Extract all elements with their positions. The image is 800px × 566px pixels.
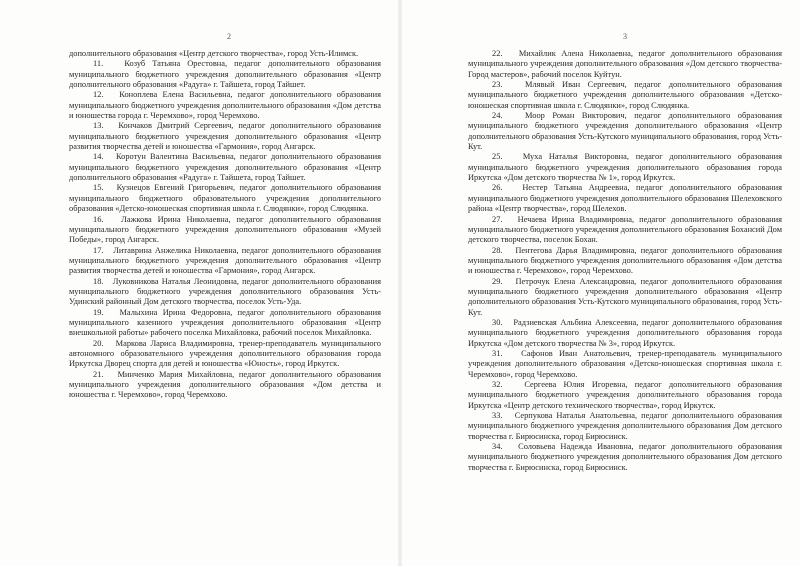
left-page-content <box>69 49 381 401</box>
list-item: 28. Пентегова Дарья Владимировна, педагог дополнительного образования муниципального бюджетного учреждения дополнительного образования «Дом детства и юношества г. Черемхово», город Черемхово. <box>468 245 782 276</box>
list-item: 34. Соловьева Надежда Ивановна, педагог дополнительного образования муниципального бюджетного учреждения дополнительного образования Дом детского творчества г. Бирюсинска, город Бирюсинск. <box>468 442 782 472</box>
list-item: 23. Млявый Иван Сергеевич, педагог дополнительного образования муниципального бюджетного учреждения дополнительного образования «Детско-юношеская спортивная школа г. Слюдянки», город Слюдянка. <box>468 80 782 110</box>
page-number: 3 <box>623 32 627 41</box>
page-number: 2 <box>227 32 231 41</box>
list-item: 18. Луковникова Наталья Леонидовна, педагог дополнительного образования муниципального бюджетного учреждения дополнительного образования Усть-Удинский районный Дом детского творчества, поселок Усть-Уда. <box>69 276 381 307</box>
list-item: 12. Коноплева Елена Васильевна, педагог дополнительного образования муниципального бюджетного учреждения дополнительного образования «Дом детства и юношества города г. Черемхово», город Черемхово. <box>69 90 381 121</box>
right-page-content <box>468 49 782 473</box>
list-item: 32. Сергеева Юлия Игоревна, педагог дополнительного образования муниципального бюджетного учреждения дополнительного образования города Иркутска «Центр детского технического творчества», город Иркутск. <box>468 380 782 410</box>
list-item: 19. Малыхина Ирина Федоровна, педагог дополнительного образования муниципального казенного учреждения дополнительного образования «Центр внешкольной работы» рабочего поселка Михайловка, рабочий поселок Михайловка. <box>69 307 381 338</box>
list-item: 14. Коротун Валентина Васильевна, педагог дополнительного образования муниципального бюджетного учреждения дополнительного образования «Центр дополнительного образования «Радуга» г. Тайшета, город Тайшет. <box>69 152 381 183</box>
list-item: 17. Литаврина Анжелика Николаевна, педагог дополнительного образования муниципального бюджетного учреждения дополнительного образования «Центр развития творчества детей и юношества «Гармония», город Ангарск. <box>69 245 381 276</box>
list-item: 27. Нечаева Ирина Владимировна, педагог дополнительного образования муниципального бюджетного учреждения дополнительного образования Бохансий Дом детского творчества, поселок Бохан. <box>468 214 782 245</box>
list-item: 24. Моор Роман Викторович, педагог дополнительного образования муниципального бюджетного учреждения дополнительного образования «Центр дополнительного образования Усть-Кутского муниципального образования, город Усть-Кут. <box>468 111 782 152</box>
continuation-paragraph: дополнительного образования «Центр детского творчества», город Усть-Илимск. <box>69 49 359 58</box>
list-item: 25. Муха Наталья Викторовна, педагог дополнительного образования муниципального бюджетного учреждения дополнительного образования города Иркутска «Дом детского творчества № 1», город Иркутск. <box>468 152 782 183</box>
list-item: 13. Кончаков Дмитрий Сергеевич, педагог дополнительного образования муниципального бюджетного учреждения дополнительного образования «Центр развития творчества детей и юношества «Гармония», город Ангарск. <box>69 121 381 152</box>
list-item: 15. Кузнецов Евгений Григорьевич, педагог дополнительного образования муниципального бюджетного образовательного учреждения дополнительного образования «Детско-юношеская спортивная школа г. Слюдянки», город Слюдянка. <box>69 183 381 214</box>
list-item: 16. Лажкова Ирина Николаевна, педагог дополнительного образования муниципального бюджетного учреждения дополнительного образования «Музей Победы», город Ангарск. <box>69 214 381 245</box>
list-item: 21. Минченко Мария Михайловна, педагог дополнительного образования муниципального учреждения дополнительного образования «Дом детства и юношества г. Черемхово», город Черемхово. <box>69 369 381 400</box>
list-item: 31. Сафонов Иван Анатольевич, тренер-преподаватель муниципального учреждения дополнительного образования «Детско-юношеская спортивная школа г. Черемхово», город Черемхово. <box>468 348 782 379</box>
right-page <box>400 0 800 566</box>
list-item: 11. Козуб Татьяна Орестовна, педагог дополнительного образования муниципального бюджетного учреждения дополнительного образования «Центр дополнительного образования «Радуга» г. Тайшета, город Тайшет. <box>69 59 381 90</box>
list-item: 20. Маркова Лариса Владимировна, тренер-преподаватель муниципального автономного образовательного учреждения дополнительного образования города Иркутска Дворец спорта для детей и юношества «Юность», город Иркутск. <box>69 338 381 369</box>
list-item: 33. Серпукова Наталья Анатольевна, педагог дополнительного образования муниципального бюджетного учреждения дополнительного образования Дом детского творчества г. Бирюсинска, город Бирюсинск. <box>468 411 782 441</box>
list-item: 30. Радзиевская Альбина Алексеевна, педагог дополнительного образования муниципального бюджетного учреждения дополнительного образования города Иркутска «Дом детского творчества № 3», город Иркутск. <box>468 317 782 348</box>
list-item: 22. Михайлик Алена Николаевна, педагог дополнительного образования муниципального учреждения дополнительного образования «Дом детского творчества-Город мастеров», рабочий поселок Куйтун. <box>468 49 782 79</box>
list-item: 29. Петрочук Елена Александровна, педагог дополнительного образования муниципального бюджетного учреждения дополнительного образования «Центр дополнительного образования Усть-Кутского муниципального образования, город Усть-Кут. <box>468 276 782 317</box>
list-item: 26. Нестер Татьяна Андреевна, педагог дополнительного образования муниципального бюджетного учреждения дополнительного образования Шелеховского района «Центр творчества», город Шелехов. <box>468 183 782 214</box>
